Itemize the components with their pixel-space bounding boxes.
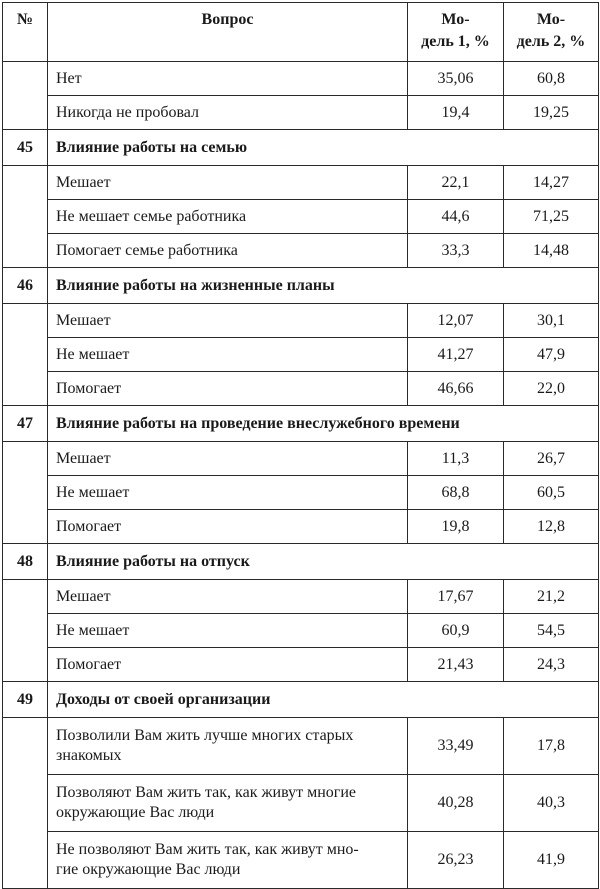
answer-label: Помогает <box>48 510 408 544</box>
answer-label-line1: Позволяют Вам жить так, как живут многие <box>56 784 356 801</box>
question-title: Влияние работы на жизненные планы <box>48 268 599 304</box>
answer-label-line2: гие окружающие Вас люди <box>56 861 241 878</box>
model-2-value: 60,8 <box>504 62 599 96</box>
model-1-value: 26,23 <box>408 832 504 889</box>
table-row <box>3 442 599 476</box>
table-row <box>3 200 599 234</box>
model-2-value: 30,1 <box>504 304 599 338</box>
table-row <box>3 648 599 682</box>
question-title: Влияние работы на проведение внеслужебного времени <box>48 406 599 442</box>
table-row <box>3 832 599 889</box>
answer-label: Никогда не пробовал <box>48 96 408 130</box>
section-header-row <box>3 544 599 580</box>
model-2-value: 41,9 <box>504 832 599 889</box>
answer-label: Помогает <box>48 648 408 682</box>
answer-label: Не мешает <box>48 338 408 372</box>
answer-label: Нет <box>48 62 408 96</box>
model-1-value: 17,67 <box>408 580 504 614</box>
model-2-value: 60,5 <box>504 476 599 510</box>
model-2-value: 22,0 <box>504 372 599 406</box>
answer-label: Не мешает <box>48 476 408 510</box>
table-row <box>3 372 599 406</box>
model-2-value: 54,5 <box>504 614 599 648</box>
model-2-value: 40,3 <box>504 775 599 832</box>
model-2-value: 14,48 <box>504 234 599 268</box>
model-1-value: 35,06 <box>408 62 504 96</box>
section-header-row <box>3 682 599 718</box>
model-2-value: 71,25 <box>504 200 599 234</box>
model-1-value: 41,27 <box>408 338 504 372</box>
model-1-value: 40,28 <box>408 775 504 832</box>
section-header-row <box>3 130 599 166</box>
table-row <box>3 718 599 775</box>
model-1-value: 22,1 <box>408 166 504 200</box>
table-row <box>3 614 599 648</box>
question-title: Влияние работы на отпуск <box>48 544 599 580</box>
model-2-value: 26,7 <box>504 442 599 476</box>
answer-label: Мешает <box>48 442 408 476</box>
header-question: Вопрос <box>48 3 408 62</box>
table-row <box>3 580 599 614</box>
model-1-value: 68,8 <box>408 476 504 510</box>
empty-num-cell <box>3 62 48 130</box>
question-number: 48 <box>3 544 48 580</box>
table-row <box>3 96 599 130</box>
header-model-2-line1: Мо- <box>536 11 566 28</box>
table-row <box>3 775 599 832</box>
model-2-value: 14,27 <box>504 166 599 200</box>
model-2-value: 47,9 <box>504 338 599 372</box>
model-1-value: 60,9 <box>408 614 504 648</box>
header-model-1-line2: дель 1, % <box>421 33 490 50</box>
answer-label-line2: окружающие Вас люди <box>56 804 215 821</box>
header-model-2 <box>504 3 599 62</box>
answer-label: Не мешает семье работника <box>48 200 408 234</box>
model-2-value: 19,25 <box>504 96 599 130</box>
model-2-value: 12,8 <box>504 510 599 544</box>
answer-label: Мешает <box>48 580 408 614</box>
table-row <box>3 510 599 544</box>
header-model-2-line2: дель 2, % <box>516 33 586 50</box>
model-2-value: 21,2 <box>504 580 599 614</box>
question-number: 45 <box>3 130 48 166</box>
answer-label: Помогает <box>48 372 408 406</box>
table-row <box>3 476 599 510</box>
empty-num-cell <box>3 580 48 682</box>
answer-label: Мешает <box>48 166 408 200</box>
model-1-value: 33,3 <box>408 234 504 268</box>
table-row <box>3 234 599 268</box>
answer-label <box>48 775 408 832</box>
question-number: 49 <box>3 682 48 718</box>
empty-num-cell <box>3 166 48 268</box>
model-1-value: 21,43 <box>408 648 504 682</box>
answer-label-line1: Позволили Вам жить лучше многих старых <box>56 727 354 744</box>
table-row <box>3 62 599 96</box>
section-header-row <box>3 268 599 304</box>
model-1-value: 19,8 <box>408 510 504 544</box>
answer-label: Мешает <box>48 304 408 338</box>
section-header-row <box>3 406 599 442</box>
model-1-value: 19,4 <box>408 96 504 130</box>
answer-label: Не мешает <box>48 614 408 648</box>
model-1-value: 33,49 <box>408 718 504 775</box>
header-model-1 <box>408 3 504 62</box>
header-num: № <box>3 3 48 62</box>
question-title: Влияние работы на семью <box>48 130 599 166</box>
header-model-1-line1: Мо- <box>441 11 470 28</box>
survey-table <box>2 2 599 889</box>
question-number: 46 <box>3 268 48 304</box>
model-1-value: 11,3 <box>408 442 504 476</box>
table-row <box>3 338 599 372</box>
model-1-value: 46,66 <box>408 372 504 406</box>
question-title: Доходы от своей организации <box>48 682 599 718</box>
question-number: 47 <box>3 406 48 442</box>
table-row <box>3 304 599 338</box>
model-1-value: 44,6 <box>408 200 504 234</box>
header-row <box>3 3 599 62</box>
answer-label <box>48 832 408 889</box>
answer-label-line2: знакомых <box>56 747 122 764</box>
model-2-value: 24,3 <box>504 648 599 682</box>
answer-label-line1: Не позволяют Вам жить так, как живут мно- <box>56 841 359 858</box>
model-2-value: 17,8 <box>504 718 599 775</box>
model-1-value: 12,07 <box>408 304 504 338</box>
table-row <box>3 166 599 200</box>
answer-label <box>48 718 408 775</box>
answer-label: Помогает семье работника <box>48 234 408 268</box>
empty-num-cell <box>3 304 48 406</box>
empty-num-cell <box>3 718 48 889</box>
empty-num-cell <box>3 442 48 544</box>
